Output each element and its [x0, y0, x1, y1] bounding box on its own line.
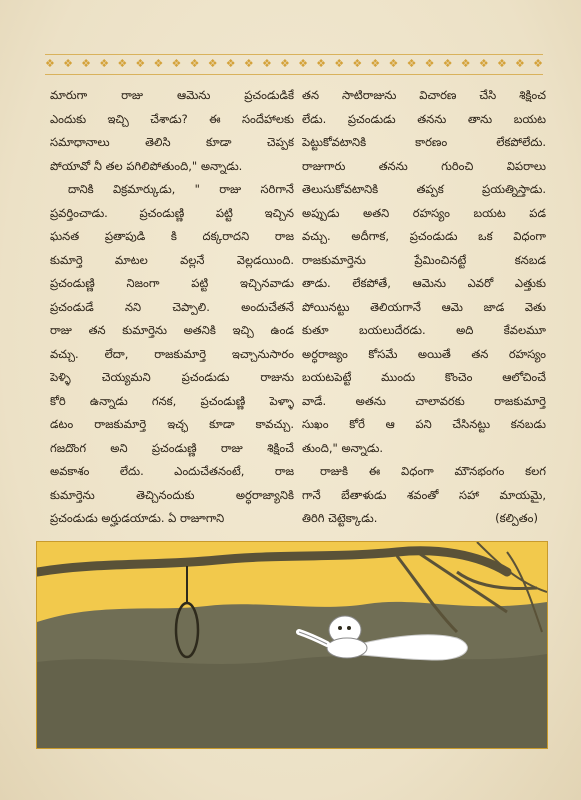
text-line: కుమార్తె మాటల వల్లనే వెల్లడయింది.	[50, 252, 294, 267]
text-line: మారుగా రాజు ఆమెను ప్రచండుడికే	[50, 88, 294, 102]
border-ornament-icon: ❖	[478, 57, 489, 70]
border-ornament-icon: ❖	[153, 57, 164, 70]
ghost-eye-left	[338, 626, 342, 630]
text-line: గానే బేతాళుడు శవంతో సహా మాయమై,	[302, 487, 546, 502]
left-text-column	[50, 84, 294, 531]
border-ornament-icon: ❖	[261, 57, 272, 70]
text-line: దానికి విక్రమార్కుడు, " రాజు సరిగానే	[68, 182, 294, 196]
fiction-tag: (కల్పితం)	[495, 511, 538, 525]
border-ornament-icon: ❖	[99, 57, 110, 70]
border-ornament-icon: ❖	[424, 57, 435, 70]
text-line: కుమార్తెను తెచ్చినందుకు అర్ధరాజ్యానికి	[50, 487, 294, 502]
text-line: లేడు. ప్రచండుడు తనను తాను బయట	[302, 111, 546, 126]
border-ornament-icon: ❖	[388, 57, 399, 70]
border-ornament-icon: ❖	[63, 57, 73, 70]
text-line: పోయినట్టు తెలియగానే ఆమె జాడ వెతు	[302, 299, 546, 314]
ghost-eye-right	[347, 626, 351, 630]
border-ornament-icon: ❖	[189, 57, 200, 70]
border-ornament-icon: ❖	[442, 57, 453, 70]
ghost-body	[327, 638, 367, 658]
border-ornament-icon: ❖	[316, 57, 327, 70]
border-ornament-icon: ❖	[496, 57, 507, 70]
text-line: అవకాశం లేదు. ఎందుచేతనంటే, రాజ	[50, 464, 294, 478]
text-line: రాజు తన కుమార్తెను అతనికి ఇచ్చి ఉండ	[50, 323, 294, 337]
text-line: సమాధానాలు తెలిసి కూడా చెప్పక	[50, 135, 294, 149]
border-ornament-icon: ❖	[117, 57, 128, 70]
border-ornament-icon: ❖	[352, 57, 363, 70]
border-ornament-icon: ❖	[243, 57, 254, 70]
border-ornament-icon: ❖	[171, 57, 182, 70]
border-ornament-icon: ❖	[225, 57, 236, 70]
border-ornament-icon: ❖	[406, 57, 417, 70]
text-line: వచ్చు. అదీగాక, ప్రచండుడు ఒక విధంగా	[302, 229, 546, 243]
border-ornament-icon: ❖	[334, 57, 345, 70]
right-text-column	[302, 84, 546, 531]
border-ornament-icon: ❖	[280, 57, 290, 70]
border-ornament-icon: ❖	[460, 57, 471, 70]
border-ornament-icon: ❖	[81, 57, 92, 70]
text-line: తెలుసుకోవటానికి తప్పక ప్రయత్నిస్తాడు.	[302, 182, 546, 196]
text-line: తన సాటిరాజును విచారణ చేసి శిక్షించ	[302, 88, 546, 102]
text-line: కుతూ బయలుదేరడు. అది కేవలమూ	[302, 323, 546, 337]
text-line: ప్రచండుడే నని చెప్పాలి. అందుచేతనే	[50, 299, 294, 314]
text-line: ఎందుకు ఇచ్చి చేశాడు? ఈ సందేహాలకు	[50, 111, 294, 126]
border-ornament-icon: ❖	[45, 57, 55, 70]
closing-text: తిరిగి చెట్టెక్కాడు.	[302, 511, 378, 525]
border-line-top	[45, 54, 543, 55]
border-ornament-icon: ❖	[207, 57, 218, 70]
text-line: పెట్టుకోవటానికి కారణం లేకపోలేదు.	[302, 135, 546, 149]
text-line: వాడే. అతను చాలావరకు రాజకుమార్తె	[302, 393, 546, 408]
text-line: అర్ధరాజ్యం కోసమే అయితే తన రహస్యం	[302, 346, 546, 361]
text-line: వచ్చు. లేదా, రాజకుమార్తె ఇచ్చానుసారం	[50, 346, 294, 361]
border-ornament-icon: ❖	[515, 57, 525, 70]
text-line: గజదొంగ అని ప్రచండుణ్ణి రాజు శిక్షించే	[50, 440, 294, 455]
text-line: పెళ్ళి చెయ్యమని ప్రచండుడు రాజును	[50, 370, 294, 384]
text-line: ప్రచండుణ్ణి నిజంగా పట్టి ఇచ్చినవాడు	[50, 276, 294, 290]
text-line: ప్రచండుడు అర్హుడయాడు. ఏ రాజూగాని	[50, 511, 225, 525]
text-line: డటం రాజకుమార్తె ఇచ్ఛ కూడా కావచ్చు.	[50, 417, 294, 431]
text-line: రాజకుమార్తెను ప్రేమించినట్టే కనబడ	[302, 252, 546, 267]
closing-line	[302, 507, 546, 531]
ghost-flying-illustration	[37, 542, 547, 748]
text-line: రాజుకి ఈ విధంగా మౌనభంగం కలగ	[320, 464, 546, 478]
text-line: తుంది," అన్నాడు.	[302, 440, 383, 455]
border-ornament-icon: ❖	[370, 57, 381, 70]
border-ornament-icon: ❖	[298, 57, 308, 70]
text-line: పోయావో నీ తల పగిలిపోతుంది," అన్నాడు.	[50, 158, 243, 173]
ground-shadow	[37, 654, 547, 748]
text-line: సుఖం కోరే ఆ పని చేసినట్టు కనబడు	[302, 417, 546, 431]
text-line: కోరి ఉన్నాడు గనక, ప్రచండుణ్ణి పెళ్ళా	[50, 393, 294, 408]
story-illustration	[36, 541, 548, 749]
text-line: బయటపెట్టే ముందు కొంచెం ఆలోచించే	[302, 370, 546, 384]
border-line-bottom	[45, 74, 543, 75]
text-line: ఘనత ప్రతాపుడి కి దక్కరాదని రాజ	[50, 229, 294, 243]
decorative-border	[45, 56, 543, 72]
text-line: రాజుగారు తనను గురించి విపరాలు	[302, 158, 546, 173]
text-line: ప్రవర్తించాడు. ప్రచండుణ్ణి పట్టి ఇచ్చిన	[50, 205, 294, 220]
border-ornament-icon: ❖	[135, 57, 146, 70]
border-ornament-icon: ❖	[533, 57, 543, 70]
text-line: అప్పుడు అతని రహస్యం బయట పడ	[302, 205, 546, 220]
text-line: తాడు. లేకపోతే, ఆమెను ఎవరో ఎత్తుకు	[302, 276, 546, 290]
